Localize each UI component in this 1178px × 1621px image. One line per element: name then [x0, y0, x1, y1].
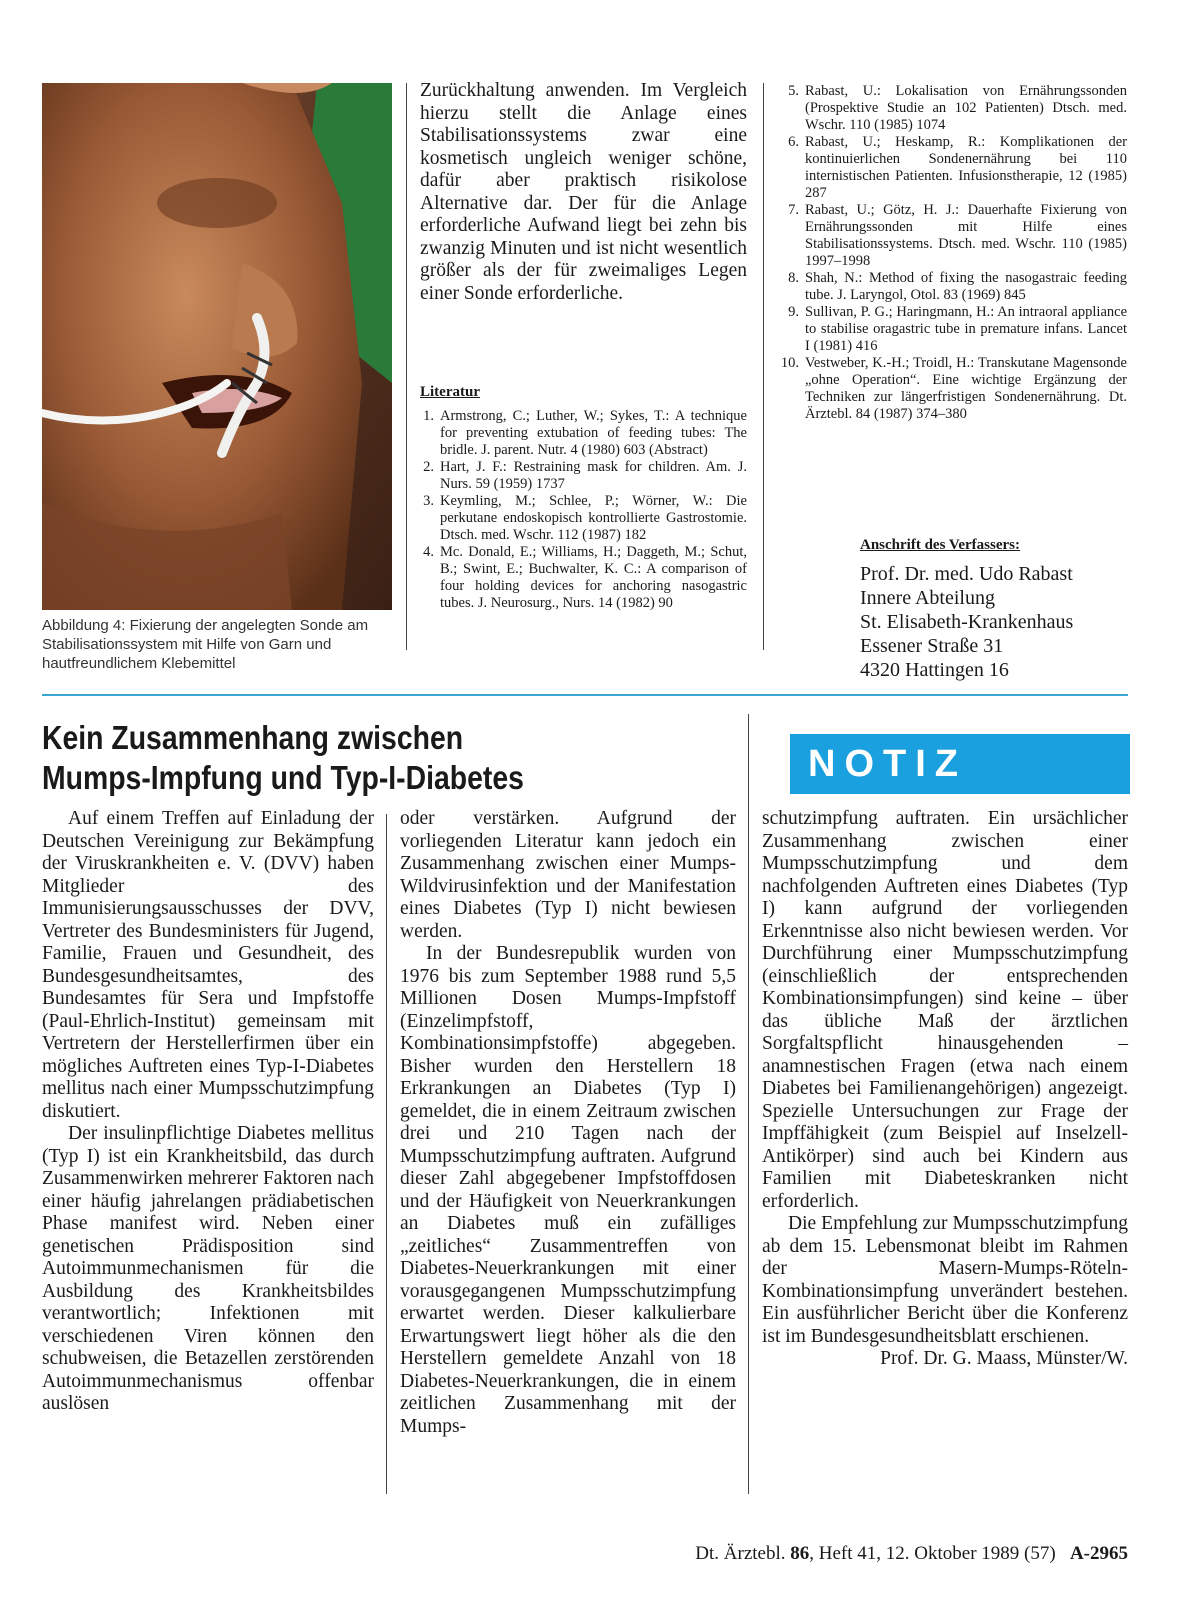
patient-photo-illustration [42, 83, 392, 610]
figure-caption: Abbildung 4: Fixierung der angelegten Sonde am Stabilisationssystem mit Hilfe von Garn und hautfreundlichem Klebemittel [42, 617, 369, 672]
column-divider [386, 814, 387, 1494]
paragraph: In der Bundesrepublik wurden von 1976 bis zum September 1988 rund 5,5 Millionen Dosen Mumps-Impfstoff (Einzelimpfstoff, Kombinationsimpfstoffe) abgegeben. Bisher wurden den Herstellern 18 Erkrankungen an Diabetes (Typ I) gemeldet, die in einem Zeitraum zwischen drei und 210 Tagen nach der Mumpsschutzimpfung auftraten. Aufgrund dieser Zahl abgegebener Impfstoffdosen und der Häufigkeit von Neuerkrankungen an Diabetes muß ein zufälliges „zeitliches“ Zusammentreffen von Diabetes-Neuerkrankungen mit einer vorausgegangenen Mumpsschutzimpfung erwartet werden. Dieser kalkulierbare Erwartungswert liegt höher als die den Herstellern gemeldete Anzahl von 18 Diabetes-Neuerkrankungen, die in einem zeitlichen Zusammenhang mit der Mumps- [400, 943, 736, 1437]
reference-item: 7. Rabast, U.; Götz, H. J.: Dauerhafte Fixierung von Ernährungssonden mit Hilfe eines Stabilisationssystems. Dtsch. med. Wschr. 110 (1985) 1997–1998 [788, 202, 1127, 269]
reference-item: 10. Vestweber, K.-H.; Troidl, H.: Transkutane Magensonde „ohne Operation“. Eine wichtige Ergänzung der Techniken zur längerfristigen Sondenernährung. Dt. Ärztebl. 84 (1987) 374–380 [780, 355, 1127, 422]
paragraph: Zurückhaltung anwenden. Im Vergleich hierzu stellt die Anlage eines Stabilisationssystems zwar eine kosmetisch ungleich weniger schöne, dafür aber praktisch risikolose Alternative dar. Der für die Anlage erforderliche Aufwand liegt bei zehn bis zwanzig Minuten und ist nicht wesentlich größer als der für zweimaliges Legen einer Sonde erforderliche. [420, 80, 747, 304]
journal-volume: 86 [790, 1543, 810, 1564]
reference-item: 3. Keymling, M.; Schlee, P.; Wörner, W.: Die perkutane endoskopisch kontrollierte Gastrostomie. Dtsch. med. Wschr. 112 (1987) 182 [423, 493, 747, 543]
paragraph: Die Empfehlung zur Mumpsschutzimpfung ab dem 15. Lebensmonat bleibt im Rahmen der Masern-Mumps-Röteln-Kombinationsimpfung unverändert bestehen. Ein ausführlicher Bericht über die Konferenz ist im Bundesgesundheitsblatt erschienen. [762, 1213, 1128, 1347]
address-heading: Anschrift des Verfassers: [860, 537, 1020, 553]
paragraph: oder verstärken. Aufgrund der vorliegenden Literatur kann jedoch ein Zusammenhang zwischen einer Mumps-Wildvirusinfektion und der Manifestation eines Diabetes (Typ I) nicht bewiesen werden. [400, 808, 736, 942]
article-column-1 [42, 808, 374, 1416]
reference-item: 6. Rabast, U.; Heskamp, R.: Komplikationen der kontinuierlichen Sondenernährung bei 110 internistischen Patienten. Infusionstherapie, 12 (1985) 287 [788, 134, 1127, 201]
reference-item: 2. Hart, J. F.: Restraining mask for children. Am. J. Nurs. 59 (1959) 1737 [423, 459, 747, 492]
author-address [860, 562, 1073, 682]
reference-item: 4. Mc. Donald, E.; Williams, H.; Daggeth, M.; Schut, B.; Swint, E.; Buchwalter, K. C.: A comparison of four holding devices for anchoring nasogastric tubes. J. Neurosurg., Nurs. 14 (1982) 90 [423, 544, 747, 611]
reference-list [412, 408, 747, 612]
journal-name: Dt. Ärztebl. [695, 1543, 786, 1564]
address-line: St. Elisabeth-Krankenhaus [860, 611, 1074, 633]
column-divider [406, 83, 407, 650]
article-title [42, 718, 644, 798]
column-divider [748, 714, 749, 1494]
reference-item: 5. Rabast, U.: Lokalisation von Ernährungssonden (Prospektive Studie an 102 Patienten) Dtsch. med. Wschr. 110 (1985) 1074 [788, 83, 1127, 133]
article-column-2 [400, 808, 736, 1438]
reference-item: 1. Armstrong, C.; Luther, W.; Sykes, T.: A technique for preventing extubation of feeding tubes: The bridle. J. parent. Nutr. 4 (1980) 603 (Abstract) [423, 408, 747, 458]
literature-heading: Literatur [420, 384, 480, 400]
reference-list [777, 83, 1127, 423]
paragraph: Der insulinpflichtige Diabetes mellitus (Typ I) ist ein Krankheitsbild, das durch Zusammenwirken mehrerer Faktoren nach einer häufig jahrelangen prädiabetischen Phase manifest wird. Neben einer genetischen Prädisposition sind Autoimmunmechanismen für die Ausbildung des Krankheitsbildes verantwortlich; Infektionen mit verschiedenen Viren können den schubweisen, die Betazellen zerstörenden Autoimmunmechanismus offenbar auslösen [42, 1123, 374, 1414]
title-line: Kein Zusammenhang zwischen [42, 719, 464, 756]
column-divider [763, 83, 764, 650]
address-line: Innere Abteilung [860, 587, 995, 609]
section-divider [42, 694, 1128, 696]
paragraph: Auf einem Treffen auf Einladung der Deutschen Vereinigung zur Bekämpfung der Viruskrankheiten e. V. (DVV) haben Mitglieder des Immunisierungsausschusses der DVV, Vertreter des Bundesministers für Jugend, Familie, Frauen und Gesundheit, des Bundesgesundheitsamtes, des Bundesamtes für Sera und Impfstoffe (Paul-Ehrlich-Institut) gemeinsam mit Vertretern der Herstellerfirmen über ein mögliches Auftreten eines Typ-I-Diabetes mellitus nach einer Mumpsschutzimpfung diskutiert. [42, 808, 374, 1122]
notiz-label: NOTIZ [790, 734, 1130, 794]
top-continued-text [420, 80, 747, 305]
address-line: Prof. Dr. med. Udo Rabast [860, 563, 1073, 585]
title-line: Mumps-Impfung und Typ-I-Diabetes [42, 759, 524, 796]
paragraph: schutzimpfung auftraten. Ein ursächlicher Zusammenhang zwischen einer Mumpsschutzimpfung und dem nachfolgenden Auftreten eines Diabetes (Typ I) kann aufgrund der vorliegenden Erkenntnisse also nicht bewiesen werden. Vor Durchführung einer Mumpsschutzimpfung (einschließlich der entsprechenden Kombinationsimpfungen) sind keine – über das übliche Maß der ärztlichen Sorgfaltspflicht hinausgehenden – anamnestischen Fragen (etwa nach einem Diabetes bei Familienangehörigen) angezeigt. Spezielle Untersuchungen zur Frage der Impffähigkeit (zum Beispiel auf Inselzell-Antikörper) sind auch bei Kindern aus Familien mit Diabeteskranken nicht erforderlich. [762, 808, 1128, 1212]
address-line: 4320 Hattingen 16 [860, 659, 1009, 681]
article-author: Prof. Dr. G. Maass, Münster/W. [880, 1348, 1128, 1369]
journal-issue: , Heft 41, 12. Oktober 1989 (57) [809, 1543, 1056, 1564]
address-line: Essener Straße 31 [860, 635, 1004, 657]
reference-item: 8. Shah, N.: Method of fixing the nasogastraic feeding tube. J. Laryngol, Otol. 83 (1969) 845 [788, 270, 1127, 303]
reference-item: 9. Sullivan, P. G.; Haringmann, H.: An intraoral appliance to stabilise oragastric tube in premature infans. Lancet I (1981) 416 [788, 304, 1127, 354]
article-column-3 [762, 808, 1128, 1371]
page-footer [695, 1543, 1128, 1565]
figure-photo [42, 83, 392, 610]
page-number: A-2965 [1069, 1543, 1128, 1564]
